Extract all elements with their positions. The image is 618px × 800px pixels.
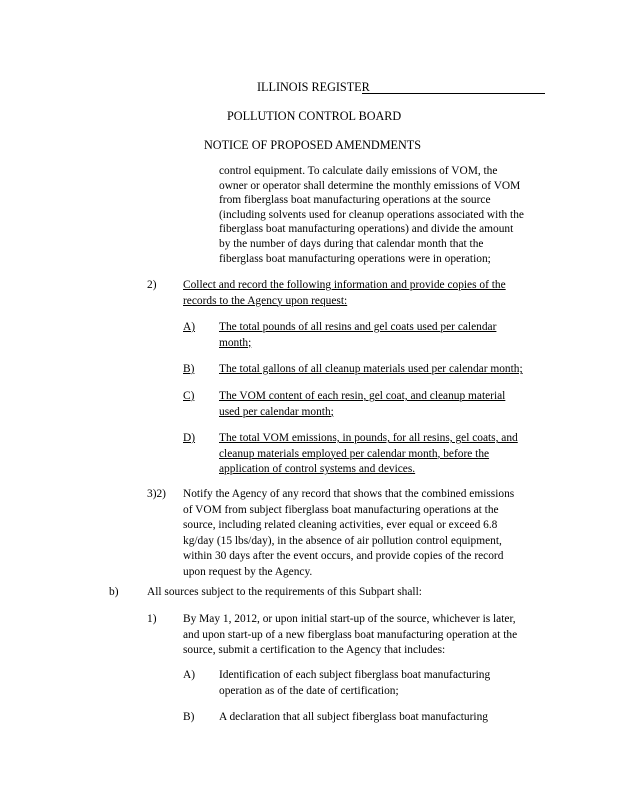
text-line: operation as of the date of certification; xyxy=(219,684,399,697)
text-line: of VOM from subject fiberglass boat manufacturing operations at the xyxy=(183,503,499,516)
text-line: upon request by the Agency. xyxy=(183,565,313,578)
section-b-text: All sources subject to the requirements of this Subpart shall: xyxy=(147,586,422,598)
item-b1-text xyxy=(183,612,517,659)
text-line: used per calendar month; xyxy=(219,405,334,418)
text-line: The total gallons of all cleanup materials used per calendar month; xyxy=(219,363,523,375)
item-3-label: 3)2) xyxy=(147,488,166,500)
item-2b-text xyxy=(219,362,523,378)
text-line: source, including related cleaning activities, ever equal or exceed 6.8 xyxy=(183,519,498,532)
text-line: fiberglass boat manufacturing operations) and divide the amount xyxy=(219,223,514,236)
board-title: POLLUTION CONTROL BOARD xyxy=(227,109,402,123)
text-line: The total VOM emissions, in pounds, for all resins, gel coats, and xyxy=(219,432,518,444)
header-rule xyxy=(362,93,545,94)
text-line: source, submit a certification to the Agency that includes: xyxy=(183,644,446,657)
text-line: control equipment. To calculate daily emissions of VOM, the xyxy=(219,165,498,177)
item-b1a-label: A) xyxy=(183,669,196,681)
item-b1b-text xyxy=(219,710,488,726)
text-line: kg/day (15 lbs/day), in the absence of air pollution control equipment, xyxy=(183,534,502,547)
text-line: fiberglass boat manufacturing operations were in operation; xyxy=(219,252,491,265)
text-line: By May 1, 2012, or upon initial start-up of the source, whichever is later, xyxy=(183,613,516,625)
text-line: Collect and record the following information and provide copies of the xyxy=(183,279,506,291)
text-line: The total pounds of all resins and gel coats used per calendar xyxy=(219,321,497,333)
notice-title: NOTICE OF PROPOSED AMENDMENTS xyxy=(204,138,422,152)
section-b-label: b) xyxy=(109,586,119,598)
item-3-text xyxy=(183,487,514,581)
item-2c-text xyxy=(219,389,505,420)
text-line: and upon start-up of a new fiberglass boat manufacturing operation at the xyxy=(183,628,518,641)
item-2d-label: D) xyxy=(183,432,196,444)
item-2a-label: A) xyxy=(183,321,196,333)
item-b1b-label: B) xyxy=(183,711,195,723)
item-2c-label: C) xyxy=(183,390,195,402)
item-2-text xyxy=(183,278,506,309)
text-line: (including solvents used for cleanup operations associated with the xyxy=(219,208,524,221)
item-b1a-text xyxy=(219,668,490,699)
text-line: month; xyxy=(219,336,252,349)
text-line: records to the Agency upon request: xyxy=(183,294,348,307)
item-2d-text xyxy=(219,431,518,478)
item-2-label: 2) xyxy=(147,279,157,291)
register-title: ILLINOIS REGISTER xyxy=(257,80,370,94)
text-line: from fiberglass boat manufacturing operations at the source xyxy=(219,194,491,207)
item-b1-label: 1) xyxy=(147,613,157,625)
continuation-paragraph xyxy=(219,164,549,266)
text-line: A declaration that all subject fiberglass boat manufacturing xyxy=(219,711,488,723)
item-2a-text xyxy=(219,320,496,351)
text-line: within 30 days after the event occurs, and provide copies of the record xyxy=(183,550,504,563)
text-line: application of control systems and devices. xyxy=(219,463,416,476)
text-line: owner or operator shall determine the monthly emissions of VOM xyxy=(219,179,521,192)
text-line: The VOM content of each resin, gel coat, and cleanup material xyxy=(219,390,506,402)
text-line: cleanup materials employed per calendar month, before the xyxy=(219,447,490,460)
item-2b-label: B) xyxy=(183,363,195,375)
text-line: Notify the Agency of any record that shows that the combined emissions xyxy=(183,488,515,500)
text-line: by the number of days during that calendar month that the xyxy=(219,237,484,250)
text-line: Identification of each subject fiberglass boat manufacturing xyxy=(219,669,491,681)
